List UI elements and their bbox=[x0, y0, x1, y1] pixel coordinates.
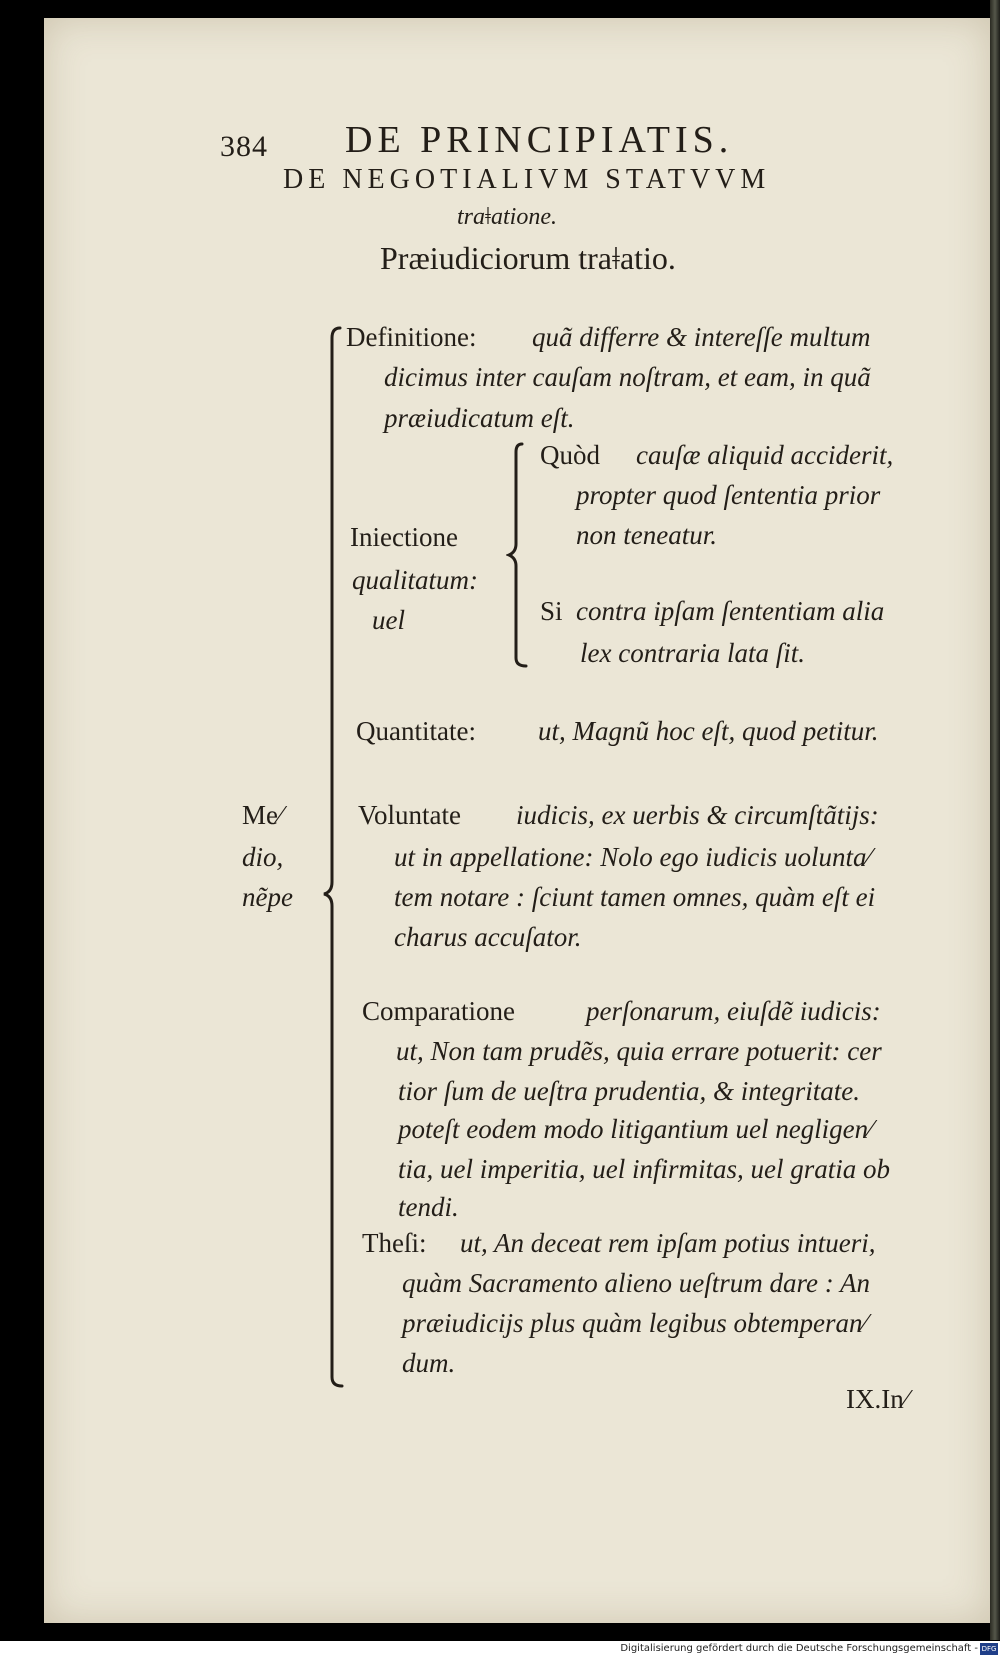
comparatione-line-4: poteſt eodem modo litigantium uel negligen⁄ bbox=[398, 1114, 873, 1144]
comparatione-line-6: tendi. bbox=[398, 1192, 459, 1222]
definitione-term: Definitione: bbox=[346, 322, 477, 352]
thesi-line-4: dum. bbox=[402, 1348, 456, 1378]
quod-term: Quòd bbox=[540, 440, 600, 470]
thesi-line-1: ut, An deceat rem ipſam potius intueri, bbox=[460, 1228, 876, 1258]
si-term: Si bbox=[540, 596, 563, 626]
funding-notice: Digitalisierung gefördert durch die Deutsche Forschungsgemeinschaft - bbox=[620, 1643, 978, 1654]
voluntate-term: Voluntate bbox=[358, 800, 461, 830]
voluntate-line-2: ut in appellatione: Nolo ego iudicis uolunta⁄ bbox=[394, 842, 871, 872]
voluntate-line-3: tem notare : ſciunt tamen omnes, quàm eſt ei bbox=[394, 882, 876, 912]
definitione-line-1: quã differre & intereſſe multum bbox=[532, 322, 871, 352]
running-head: DE PRINCIPIATIS. bbox=[345, 119, 734, 161]
voluntate-line-4: charus accuſator. bbox=[394, 922, 582, 952]
quod-line-3: non teneatur. bbox=[576, 520, 717, 550]
inner-brace bbox=[506, 440, 536, 672]
comparatione-line-5: tia, uel imperitia, uel infirmitas, uel gratia ob bbox=[398, 1154, 890, 1184]
chapter-title: Præiudiciorum traǂatio. bbox=[380, 240, 676, 276]
si-line-1: contra ipſam ſententiam alia bbox=[576, 596, 885, 626]
comparatione-line-1: perſonarum, eiuſdẽ iudicis: bbox=[586, 996, 881, 1026]
side-label-line-1: Me⁄ bbox=[242, 800, 283, 830]
si-line-2: lex contraria lata ſit. bbox=[580, 638, 805, 668]
main-brace bbox=[318, 322, 358, 1392]
thesi-line-2: quàm Sacramento alieno ueſtrum dare : An bbox=[402, 1268, 870, 1298]
thesi-line-3: præiudicijs plus quàm legibus obtemperan⁄ bbox=[402, 1308, 867, 1338]
quod-line-2: propter quod ſententia prior bbox=[576, 480, 881, 510]
comparatione-line-3: tior ſum de ueſtra prudentia, & integritate. bbox=[398, 1076, 860, 1106]
section-heading: DE NEGOTIALIVM STATVVM bbox=[283, 164, 771, 195]
side-label-line-2: dio, bbox=[242, 842, 284, 872]
dfg-logo: DFG bbox=[981, 1645, 997, 1653]
quantitate-term: Quantitate: bbox=[356, 716, 476, 746]
definitione-line-2: dicimus inter cauſam noſtram, et eam, in quã bbox=[384, 362, 871, 392]
page-number: 384 bbox=[220, 130, 268, 163]
section-heading-italic: traǂationе. bbox=[457, 204, 557, 230]
comparatione-line-2: ut, Non tam prudẽs, quia errare potuerit: cer bbox=[396, 1036, 882, 1066]
thesi-term: Theſi: bbox=[362, 1228, 427, 1258]
catchword: IX.In⁄ bbox=[846, 1384, 909, 1414]
voluntate-line-1: iudicis, ex uerbis & circumſtãtijs: bbox=[516, 800, 879, 830]
iniectione-label-3: uel bbox=[372, 605, 405, 635]
comparatione-term: Comparatione bbox=[362, 996, 515, 1026]
iniectione-label-2: qualitatum: bbox=[352, 565, 478, 595]
definitione-line-3: præiudicatum eſt. bbox=[384, 403, 575, 433]
book-edge bbox=[990, 0, 1000, 1640]
quod-line-1: cauſæ aliquid acciderit, bbox=[636, 440, 894, 470]
side-label-line-3: nẽpe bbox=[242, 882, 293, 912]
quantitate-text: ut, Magnũ hoc eſt, quod petitur. bbox=[538, 716, 879, 746]
iniectione-label-1: Iniectione bbox=[350, 522, 458, 552]
